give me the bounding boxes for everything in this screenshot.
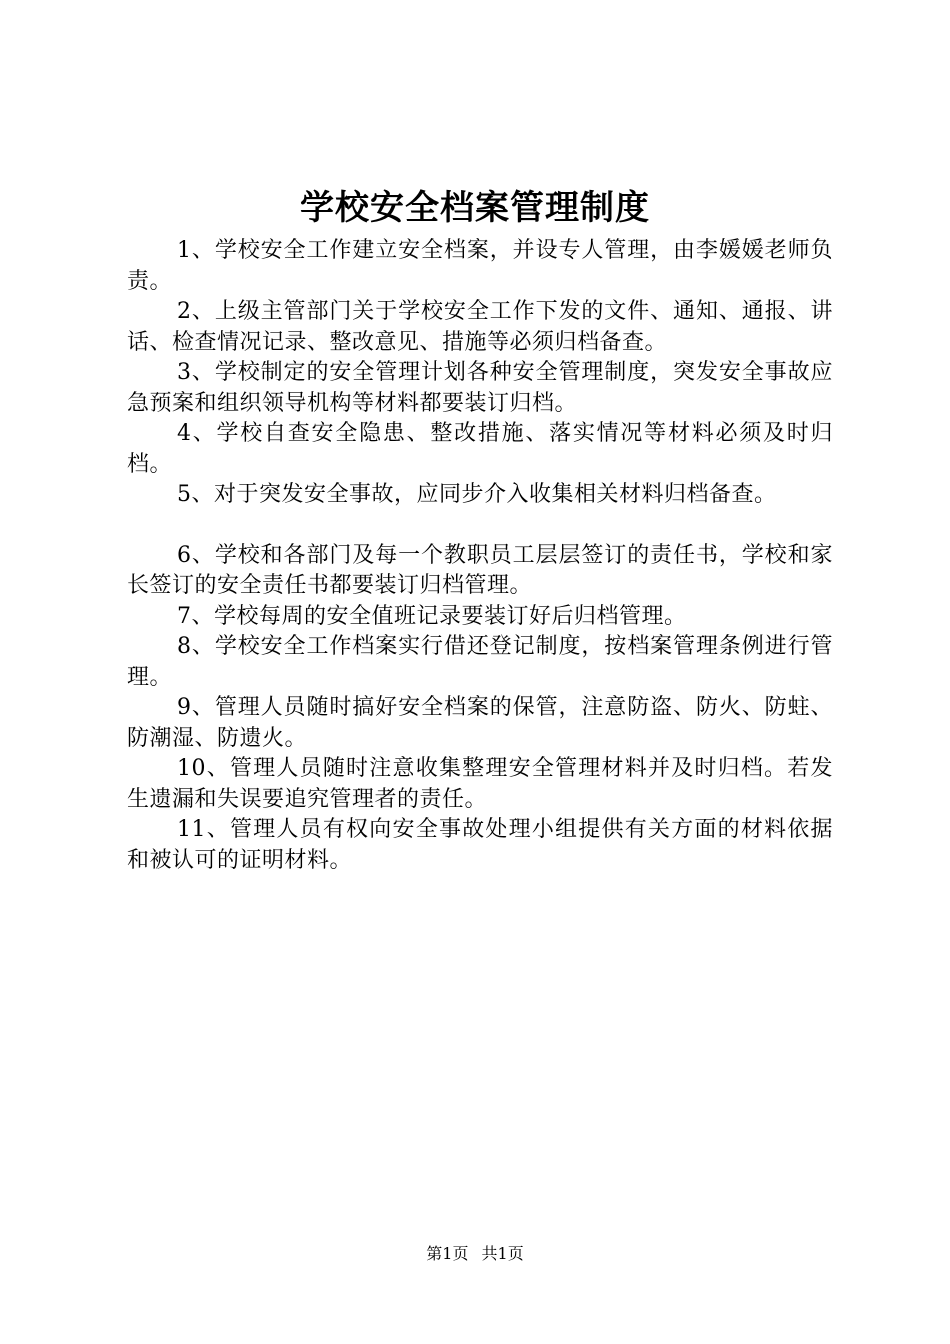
page-number-total: 共1页: [481, 1244, 524, 1263]
page-footer: [0, 1242, 950, 1266]
paragraph-5: 5、对于突发安全事故，应同步介入收集相关材料归档备查。: [177, 482, 777, 507]
paragraph-8: 8、学校安全工作档案实行借还登记制度，按档案管理条例进行管理。: [127, 634, 833, 690]
paragraph-3: 3、学校制定的安全管理计划各种安全管理制度，突发安全事故应急预案和组织领导机构等材料都要装订归档。: [127, 360, 833, 416]
paragraph-9: 9、管理人员随时搞好安全档案的保管，注意防盗、防火、防蛀、防潮湿、防遗火。: [127, 695, 833, 751]
paragraph-11: 11、管理人员有权向安全事故处理小组提供有关方面的材料依据和被认可的证明材料。: [127, 817, 833, 873]
paragraph-2: 2、上级主管部门关于学校安全工作下发的文件、通知、通报、讲话、检查情况记录、整改意见、措施等必须归档备查。: [127, 299, 833, 355]
document-title: 学校安全档案管理制度: [300, 188, 650, 228]
paragraph-10: 10、管理人员随时注意收集整理安全管理材料并及时归档。若发生遗漏和失误要追究管理者的责任。: [127, 756, 833, 812]
document-body: [127, 236, 833, 876]
paragraph-4: 4、学校自查安全隐患、整改措施、落实情况等材料必须及时归档。: [127, 421, 833, 477]
paragraph-1: 1、学校安全工作建立安全档案，并设专人管理，由李媛媛老师负责。: [127, 238, 833, 294]
paragraph-6: 6、学校和各部门及每一个教职员工层层签订的责任书，学校和家长签订的安全责任书都要装订归档管理。: [127, 542, 833, 598]
paragraph-7: 7、学校每周的安全值班记录要装订好后归档管理。: [177, 603, 687, 629]
page-number-current: 第1页: [426, 1244, 469, 1263]
